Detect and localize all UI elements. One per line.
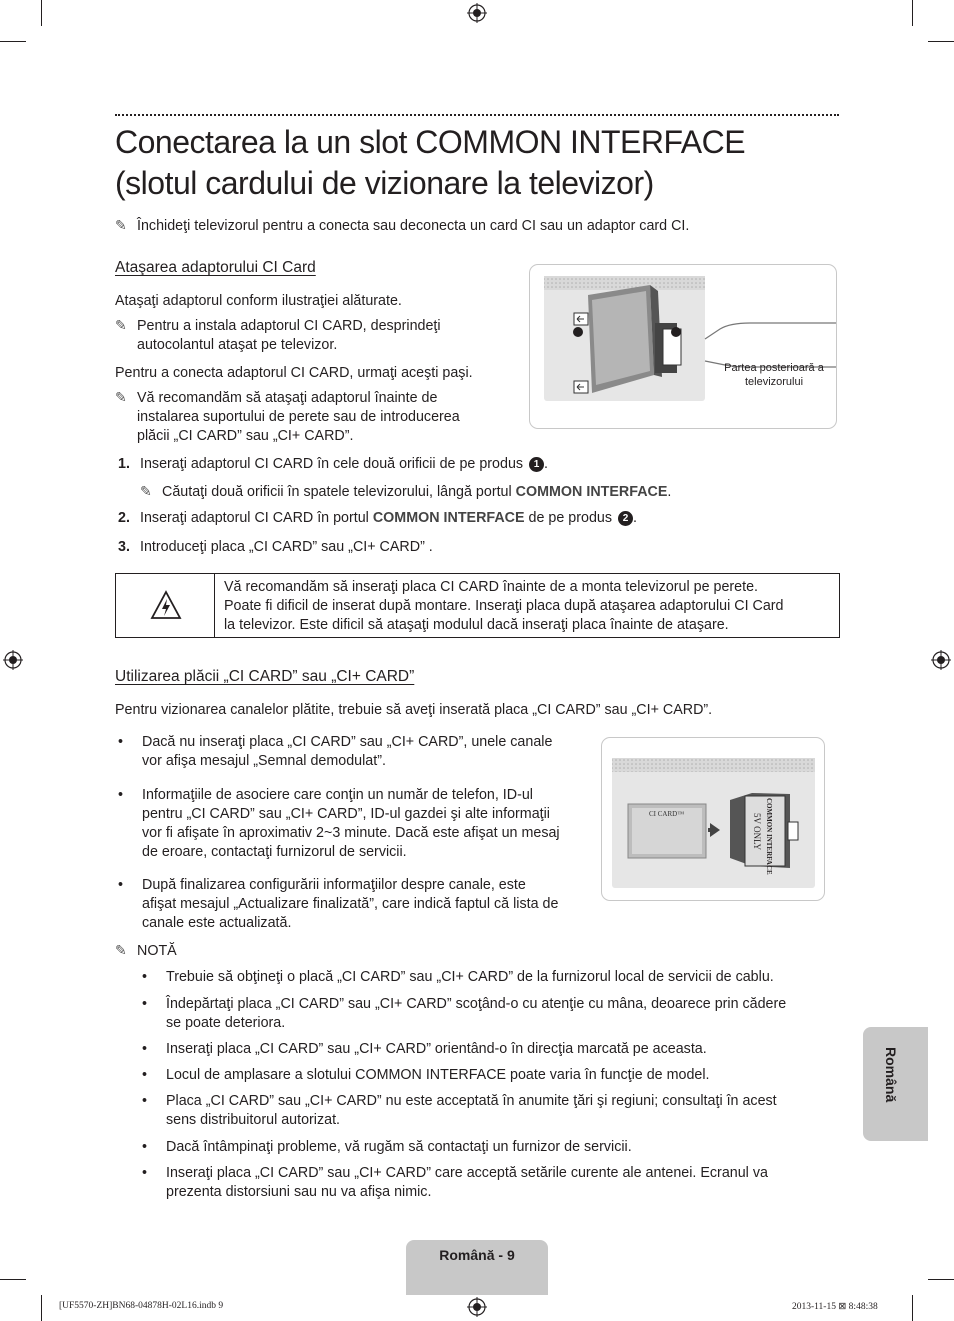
note-heading-text: NOTĂ [137,943,177,959]
list-item-line: Trebuie să obţineţi o placă „CI CARD” sau „CI+ CARD” de la furnizorul local de servicii de cablu. [166,969,774,985]
crop-mark [0,1279,26,1280]
slot-label: 5V ONLY [752,813,762,851]
step-1-note: ✎ Căutaţi două orificii în spatele televizorului, lângă portul COMMON INTERFACE. [140,483,672,500]
registration-mark-icon [931,650,951,670]
list-item-line: se poate deteriora. [166,1015,286,1031]
intro-note-text: Închideţi televizorul pentru a conecta sau deconecta un card CI sau un adaptor card CI. [137,218,690,234]
step-text: Introduceţi placa „CI CARD” sau „CI+ CARD” . [140,539,433,555]
caption-line: televizorului [744,376,804,388]
section-heading: Utilizarea plăcii „CI CARD” sau „CI+ CARD” [115,668,415,685]
title-line: Conectarea la un slot COMMON INTERFACE [115,124,746,160]
pencil-icon: ✎ [115,217,127,233]
list-item-line: Inseraţi placa „CI CARD” sau „CI+ CARD” care acceptă setările curente ale antenei. Ecranul va [166,1165,768,1181]
warning-line: la televizor. Este dificil să ataşaţi modulul dacă inseraţi placa înainte de ataşare. [224,617,729,633]
note-heading [115,941,177,961]
pencil-icon: ✎ [115,942,127,958]
step-3 [118,538,433,557]
list-item-line: După finalizarea configurării informaţiilor despre canale, este [142,877,526,893]
crop-mark [912,0,913,26]
warning-triangle-icon [150,590,182,620]
port-name: COMMON INTERFACE [515,484,668,500]
crop-mark [0,41,26,42]
warning-text [224,578,784,635]
image-caption [714,361,834,389]
list-item-line: de eroare, contactaţi furnizorul de servicii. [142,844,407,860]
pencil-icon: ✎ [140,483,152,499]
note-text: Vă recomandăm să ataşaţi adaptorul înainte de [137,390,438,406]
list-item-line: canale este actualizată. [142,915,292,931]
list-item-line: Informaţiile de asociere care conţin un număr de telefon, ID-ul [142,787,533,803]
warning-box [115,573,840,638]
title-line: (slotul cardului de vizionare la televizor) [115,165,654,201]
page-title [115,122,875,204]
list-item-line: vor afişa mesajul „Semnal demodulat”. [142,753,386,769]
crop-mark [912,1295,913,1321]
caption-line: Partea posterioară a [724,362,824,374]
port-name: COMMON INTERFACE [372,510,525,526]
step-2: 2. Inseraţi adaptorul CI CARD în portul COMMON INTERFACE de pe produs 2 . [118,510,637,526]
note-text: instalarea suportului de perete sau de introducerea [137,409,460,425]
registration-mark-icon [467,1297,487,1317]
list-item-line: sens distribuitorul autorizat. [166,1112,341,1128]
step-number: 1. [118,456,130,472]
tv-back-illustration [530,265,836,428]
list-item-line: prezenta distorsiuni sau nu va afişa nimic. [166,1184,432,1200]
step-badge: 2 [618,511,633,526]
note [115,316,441,355]
list-item-line: Inseraţi placa „CI CARD” sau „CI+ CARD” orientând-o în direcţia marcată pe aceasta. [166,1041,707,1057]
page-number-box [406,1240,548,1295]
pencil-icon: ✎ [115,317,127,333]
note [115,388,460,446]
list-item-line: afişat mesajul „Actualizare finalizată”, care indică faptul că lista de [142,896,559,912]
step-number: 3. [118,539,130,555]
warning-line: Vă recomandăm să inseraţi placa CI CARD înainte de a monta televizorul pe perete. [224,579,759,595]
step-text: Inseraţi adaptorul CI CARD în cele două orificii de pe produs [140,456,524,472]
list-item-line: Placa „CI CARD” sau „CI+ CARD” nu este acceptată în anumite ţări şi regiuni; consultaţi în acest [166,1093,777,1109]
note-text: autocolantul ataşat pe televizor. [137,337,338,353]
list-item-line: pentru „CI CARD” sau „CI+ CARD”, ID-ul gazdei şi alte informaţii [142,806,550,822]
language-tab [863,1027,928,1141]
list-item-line: Îndepărtaţi placa „CI CARD” sau „CI+ CARD” scoţând-o cu atenţie cu mâna, deoarece prin cădere [166,996,787,1012]
list-item-line: Dacă întâmpinaţi probleme, vă rugăm să contactaţi un furnizor de servicii. [166,1139,632,1155]
paragraph: Pentru a conecta adaptorul CI CARD, urmaţi aceşti paşi. [115,365,473,381]
title-divider [115,114,839,116]
list-item-line: Locul de amplasare a slotului COMMON INTERFACE poate varia în funcţie de model. [166,1067,710,1083]
step-text: de pe produs [528,510,612,526]
intro-note [115,216,689,236]
list-item-line: vor fi afişate în aproximativ 2~3 minute. Dacă este afişat un mesaj [142,825,560,841]
language-tab-label: Română [883,1047,899,1103]
crop-mark [928,41,954,42]
crop-mark [41,0,42,26]
ci-card-slot-illustration [602,738,824,900]
print-info-right: 2013-11-15 ⊠ 8:48:38 [792,1302,878,1312]
page-number: Română - 9 [439,1247,515,1263]
crop-mark [928,1279,954,1280]
slot-label: COMMON INTERFACE [765,798,773,875]
step-text: Inseraţi adaptorul CI CARD în portul [140,510,369,526]
note-text: Pentru a instala adaptorul CI CARD, desprindeţi [137,318,441,334]
adapter-illustration [529,264,837,429]
note-text: Căutaţi două orificii în spatele televizorului, lângă portul [162,484,512,500]
paragraph: Pentru vizionarea canalelor plătite, trebuie să aveţi inserată placa „CI CARD” sau „CI+ CARD”. [115,702,713,718]
crop-mark [41,1295,42,1321]
print-info-left: [UF5570-ZH]BN68-04878H-02L16.indb 9 [59,1301,224,1311]
list-item-line: Dacă nu inseraţi placa „CI CARD” sau „CI+ CARD”, unele canale [142,734,553,750]
ci-card-label: CI CARD™ [649,810,685,818]
warning-line: Poate fi dificil de inserat după montare. Inseraţi placa după ataşarea adaptorului CI Card [224,598,784,614]
warning-separator [214,574,215,637]
note-text: plăcii „CI CARD” sau „CI+ CARD”. [137,428,354,444]
pencil-icon: ✎ [115,389,127,405]
card-insert-illustration [601,737,825,901]
step-badge: 1 [529,457,544,472]
step-1: 1. Inseraţi adaptorul CI CARD în cele două orificii de pe produs 1 . [118,456,549,472]
registration-mark-icon [3,650,23,670]
paragraph: Ataşaţi adaptorul conform ilustraţiei alăturate. [115,293,402,309]
registration-mark-icon [467,3,487,23]
step-number: 2. [118,510,130,526]
section-heading: Ataşarea adaptorului CI Card [115,259,316,276]
